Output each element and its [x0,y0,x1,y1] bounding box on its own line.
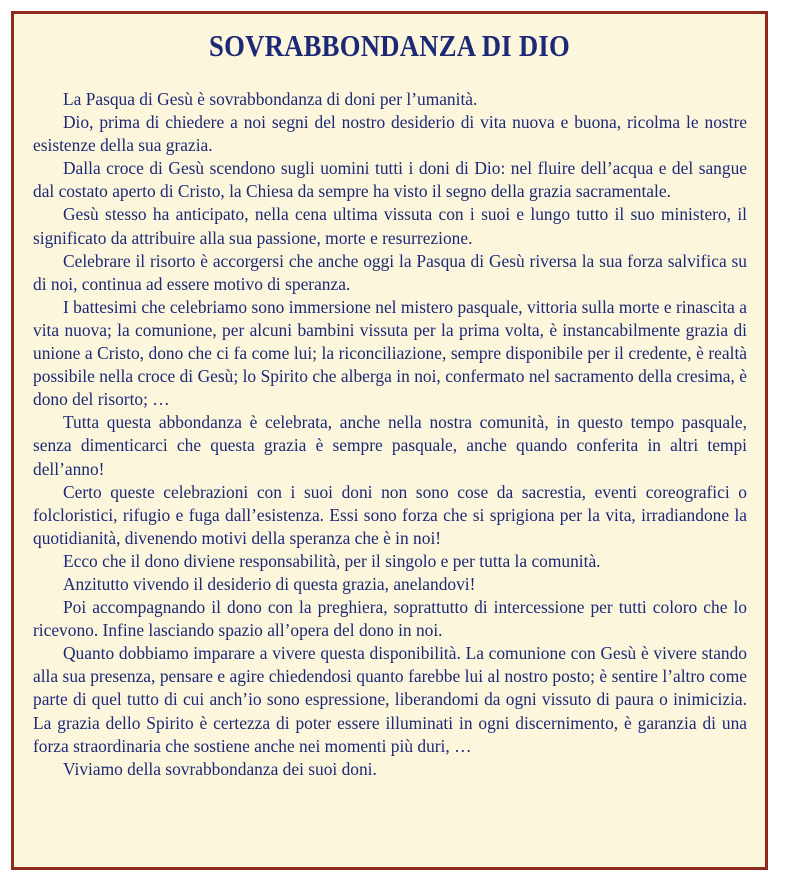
paragraph: Dio, prima di chiedere a noi segni del nostro desiderio di vita nuova e buona, ricolma le nostre esistenze della sua grazia. [33,112,747,156]
paragraph: Tutta questa abbondanza è celebrata, anche nella nostra comunità, in questo tempo pasquale, senza dimenticarci che questa grazia è sempre pasquale, anche quando conferita in altri tempi dell’anno! [33,412,747,479]
paragraph: Poi accompagnando il dono con la preghiera, soprattutto di intercessione per tutti coloro che lo ricevono. Infine lasciando spazio all’opera del dono in noi. [33,597,747,641]
article-body [33,88,747,781]
paragraph: Certo queste celebrazioni con i suoi doni non sono cose da sacrestia, eventi coreografici o folcloristici, rifugio e fuga dall’esistenza. Essi sono forza che si sprigiona per la vita, irradiandone la quotidianità, divenendo motivi della speranza che è in noi! [33,481,747,548]
paragraph: Quanto dobbiamo imparare a vivere questa disponibilità. La comunione con Gesù è vivere stando alla sua presenza, pensare e agire chiedendosi quanto farebbe lui al nostro posto; è sentire l’altro come parte di quel tutto di cui anch’io sono espressione, liberandomi da ogni vissuto di paura o inimicizia. La grazia dello Spirito è certezza di poter essere illuminati in ogni discernimento, è garanzia di una forza straordinaria che sostiene anche nei momenti più duri, … [33,643,747,756]
paragraph: Dalla croce di Gesù scendono sugli uomini tutti i doni di Dio: nel fluire dell’acqua e del sangue dal costato aperto di Cristo, la Chiesa da sempre ha visto il segno della grazia sacramentale. [33,158,747,202]
paragraph: I battesimi che celebriamo sono immersione nel mistero pasquale, vittoria sulla morte e rinascita a vita nuova; la comunione, per alcuni bambini vissuta per la prima volta, è instancabilmente grazia di unione a Cristo, dono che ci fa come lui; la riconciliazione, sempre disponibile per il credente, è realtà possibile nella croce di Gesù; lo Spirito che alberga in noi, confermato nel sacramento della cresima, è dono del risorto; … [33,296,747,410]
paragraph: Viviamo della sovrabbondanza dei suoi doni. [63,758,377,779]
article-frame [11,11,768,870]
paragraph: Ecco che il dono diviene responsabilità, per il singolo e per tutta la comunità. [63,550,601,571]
paragraph: Anzitutto vivendo il desiderio di questa grazia, anelandovi! [63,573,476,594]
paragraph: Celebrare il risorto è accorgersi che anche oggi la Pasqua di Gesù riversa la sua forza salvifica su di noi, continua ad essere motivo di speranza. [33,250,747,294]
paragraph: La Pasqua di Gesù è sovrabbondanza di doni per l’umanità. [63,89,478,109]
paragraph: Gesù stesso ha anticipato, nella cena ultima vissuta con i suoi e lungo tutto il suo ministero, il significato da attribuire alla sua passione, morte e resurrezione. [33,204,747,248]
article-title: SOVRABBONDANZA DI DIO [209,28,570,63]
